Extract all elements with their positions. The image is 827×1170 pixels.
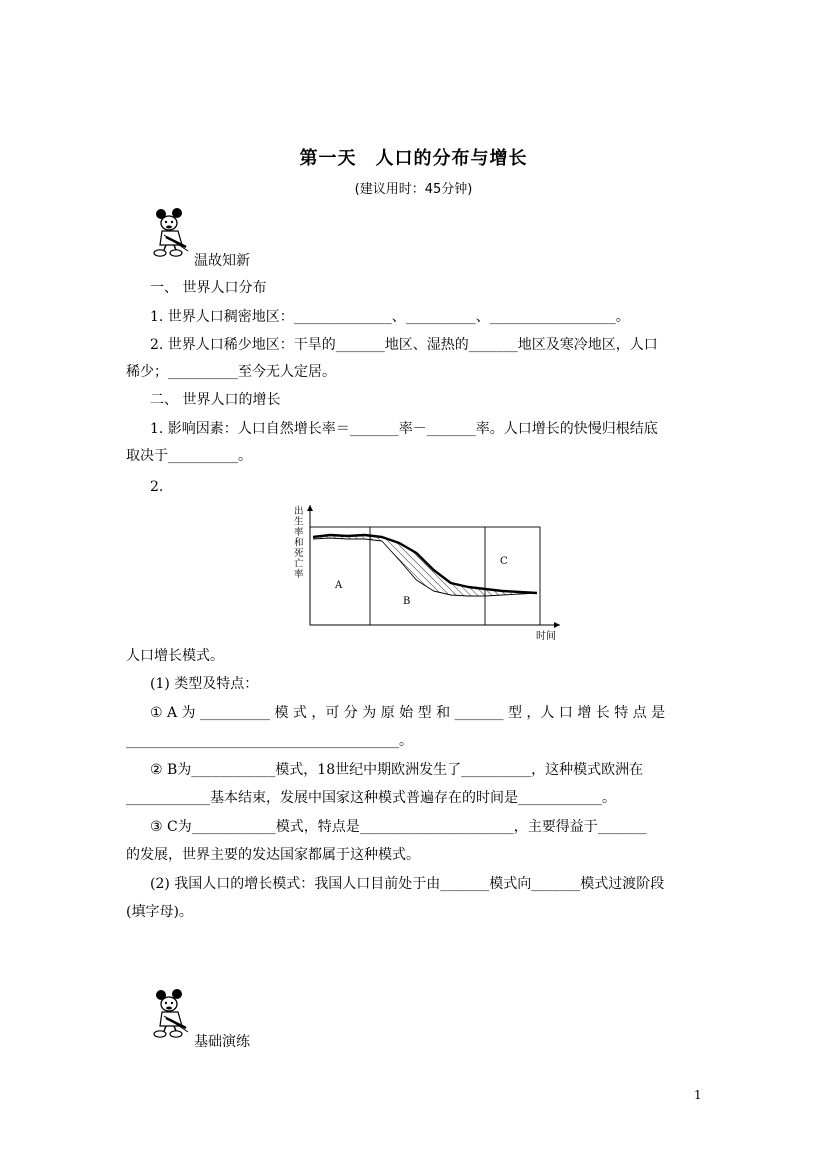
question-line: ____________基本结束，发展中国家这种模式普遍存在的时间是____________。 [126, 790, 616, 806]
question-line: ③ C为____________模式，特点是______________________，主要得益于_______ [150, 819, 647, 835]
mascot-icon [152, 988, 194, 1040]
population-growth-chart [290, 500, 565, 642]
y-axis-label: 生 [294, 516, 304, 528]
question-line: ① A 为 __________ 模 式 ，可 分 为 原 始 型 和 _______ 型 ，人 口 增 长 特 点 是 [150, 705, 666, 721]
question-line: 的发展，世界主要的发达国家都属于这种模式。 [126, 847, 420, 863]
x-axis-arrow [554, 622, 560, 628]
question-line: 稀少；__________至今无人定居。 [126, 364, 336, 380]
stage-label: B [403, 596, 411, 607]
y-axis-label: 亡 [294, 558, 304, 570]
question-line: (填字母)。 [126, 904, 193, 920]
heading-growth: 二、 世界人口的增长 [150, 392, 281, 408]
y-axis-label: 出 [294, 506, 304, 517]
section-label-review: 温故知新 [194, 253, 250, 269]
y-axis-label: 率 [294, 527, 304, 538]
page-subtitle: (建议用时：45分钟) [354, 182, 473, 197]
stage-label: C [500, 556, 508, 567]
question-line: (2) 我国人口的增长模式：我国人口目前处于由_______模式向_______模式过渡阶段 [150, 876, 665, 892]
y-axis-label: 死 [294, 548, 304, 559]
y-axis-label: 和 [294, 537, 304, 549]
x-axis-label: 时间 [536, 631, 556, 642]
question-line: (1) 类型及特点： [150, 676, 259, 692]
question-number: 2. [150, 479, 164, 495]
stage-label: A [335, 580, 343, 591]
page-number: 1 [694, 1088, 702, 1102]
heading-distribution: 一、 世界人口分布 [150, 280, 267, 296]
page-title: 第一天 人口的分布与增长 [299, 148, 528, 169]
y-axis-label: 率 [294, 569, 304, 580]
question-line: 1. 世界人口稠密地区：______________、__________、__________________。 [150, 309, 630, 325]
question-line: 2. 世界人口稀少地区：干旱的_______地区、湿热的_______地区及寒冷地区，人口 [150, 337, 658, 353]
question-line: 1. 影响因素：人口自然增长率＝_______率－_______率。人口增长的快慢归根结底 [150, 421, 658, 437]
question-line: _______________________________________。 [126, 733, 413, 749]
question-line: ② B为____________模式，18世纪中期欧洲发生了__________，这种模式欧洲在 [150, 762, 644, 778]
y-axis-arrow [307, 505, 313, 511]
mascot-icon [152, 207, 194, 259]
question-line: 取决于__________。 [126, 448, 252, 464]
question-line: 人口增长模式。 [126, 648, 224, 664]
section-label-practice: 基础演练 [194, 1034, 250, 1050]
chart-svg [290, 500, 565, 642]
